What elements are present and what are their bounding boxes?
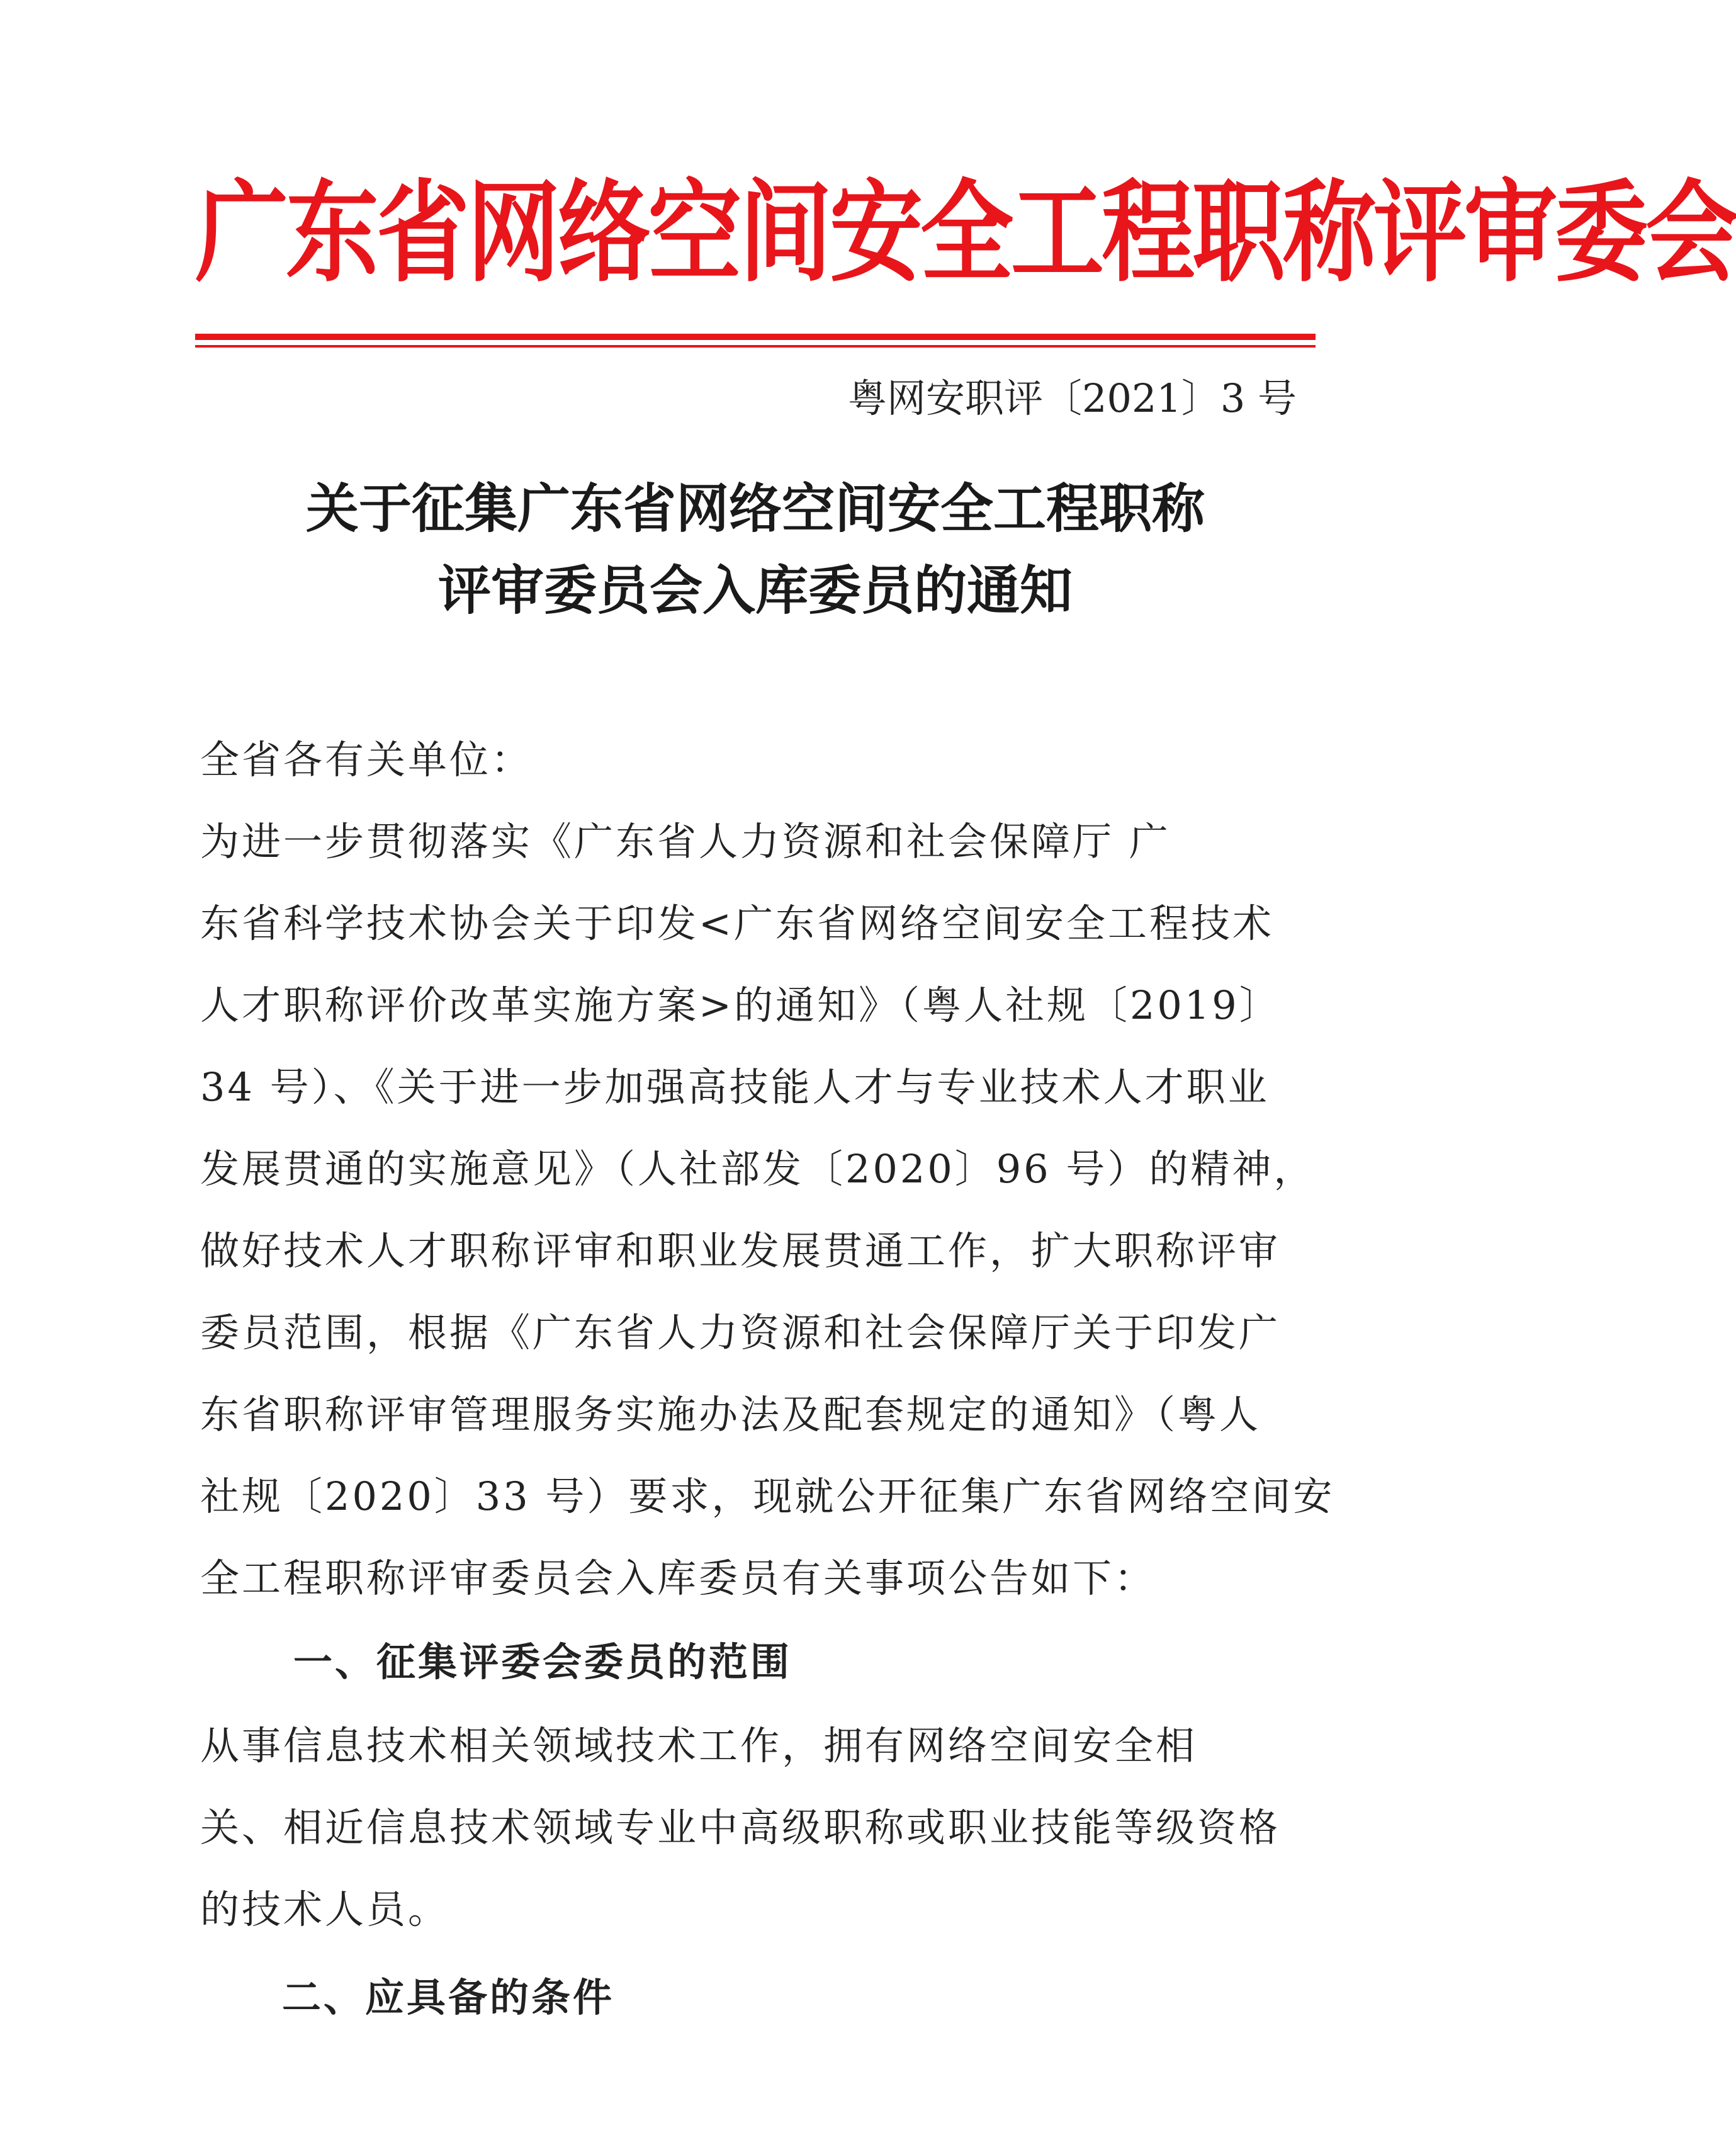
salutation: 全省各有关单位： bbox=[200, 737, 533, 783]
document-title-line-2: 评审委员会入库委员的通知 bbox=[437, 560, 1073, 621]
section-1-heading: 一、征集评委会委员的范围 bbox=[293, 1639, 792, 1685]
section-1-line: 关、相近信息技术领域专业中高级职称或职业技能等级资格 bbox=[200, 1804, 1281, 1850]
document-number: 粤网安职评〔2021〕3 号 bbox=[848, 375, 1297, 421]
intro-line: 委员范围，根据《广东省人力资源和社会保障厅关于印发广 bbox=[200, 1310, 1281, 1356]
intro-line: 全工程职称评审委员会入库委员有关事项公告如下： bbox=[200, 1555, 1156, 1601]
header-red-rule bbox=[195, 334, 1316, 340]
intro-line: 为进一步贯彻落实《广东省人力资源和社会保障厅 广 bbox=[200, 819, 1171, 864]
intro-line: 东省职称评审管理服务实施办法及配套规定的通知》（粤人 bbox=[200, 1391, 1261, 1437]
intro-line: 东省科学技术协会关于印发<广东省网络空间安全工程技术 bbox=[200, 900, 1274, 946]
intro-line: 做好技术人才职称评审和职业发展贯通工作，扩大职称评审 bbox=[200, 1228, 1281, 1274]
section-1-line: 从事信息技术相关领域技术工作，拥有网络空间安全相 bbox=[200, 1723, 1198, 1769]
section-2-heading: 二、应具备的条件 bbox=[282, 1974, 615, 2020]
intro-line: 34 号）、《关于进一步加强高技能人才与专业技术人才职业 bbox=[200, 1064, 1270, 1110]
intro-line: 社规〔2020〕33 号）要求，现就公开征集广东省网络空间安 bbox=[200, 1473, 1335, 1519]
document-title-line-1: 关于征集广东省网络空间安全工程职称 bbox=[305, 478, 1205, 540]
section-1-line: 的技术人员。 bbox=[200, 1886, 450, 1932]
intro-line: 人才职称评价改革实施方案>的通知》（粤人社规〔2019〕 bbox=[200, 982, 1281, 1028]
intro-line: 发展贯通的实施意见》（人社部发〔2020〕96 号）的精神， bbox=[200, 1146, 1316, 1192]
header-red-rule-thin bbox=[195, 345, 1316, 348]
organization-header: 广东省网络空间安全工程职称评审委会 bbox=[195, 169, 1736, 297]
